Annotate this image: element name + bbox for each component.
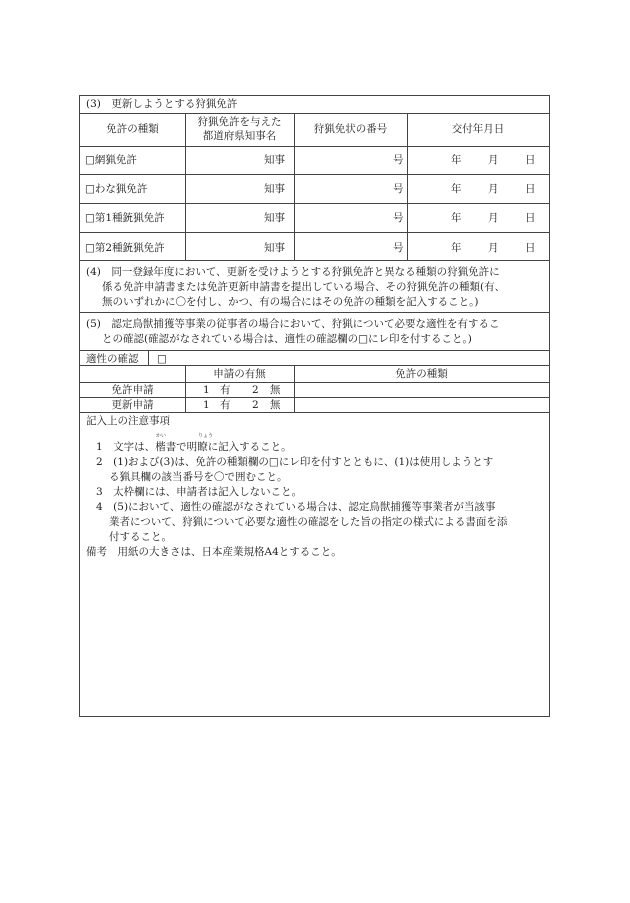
- license-type-gun2: □第2種銃猟免許: [85, 242, 165, 254]
- section4-line3: 無のいずれかに〇を付し、かつ、有の場合にはその免許の種類を記入すること。): [102, 296, 479, 308]
- divider: [80, 203, 549, 204]
- note-1-part: 書で明: [165, 441, 198, 453]
- month-suffix: 月: [488, 212, 499, 224]
- no-option[interactable]: 無: [270, 399, 281, 411]
- license-type-gun1: □第1種銃猟免許: [85, 212, 165, 224]
- ruby-kai: かい: [156, 433, 167, 439]
- governor-suffix: 知事: [264, 212, 285, 224]
- year-suffix: 年: [451, 212, 462, 224]
- no-number: 2: [252, 384, 259, 396]
- section4-line1: (4) 同一登録年度において、更新を受けようとする狩猟免許と異なる種類の狩猟免許に: [86, 266, 500, 278]
- month-suffix: 月: [488, 154, 499, 166]
- header-license-kind: 免許の種類: [395, 368, 448, 380]
- note-1-part: 1 文字は、: [96, 441, 156, 453]
- number-suffix: 号: [393, 242, 404, 254]
- header-license-type: 免許の種類: [106, 123, 159, 135]
- note-1-kanji-ryo: 瞭: [197, 441, 208, 453]
- application-form-frame: [79, 95, 550, 717]
- license-type-net: □網猟免許: [85, 154, 137, 166]
- note-2-line2: る猟具欄の該当番号を〇で囲むこと。: [109, 471, 288, 483]
- header-application-presence: 申請の有無: [213, 368, 266, 380]
- section3-title: (3) 更新しようとする狩猟免許: [86, 98, 238, 110]
- remarks: 備考 用紙の大きさは、日本産業規格A4とすること。: [86, 546, 342, 558]
- note-4-line2: 業者について、狩猟について必要な適性の確認をした旨の指定の様式による書面を添: [109, 516, 508, 528]
- divider: [80, 312, 549, 313]
- day-suffix: 日: [525, 212, 536, 224]
- day-suffix: 日: [525, 154, 536, 166]
- governor-suffix: 知事: [264, 242, 285, 254]
- yes-option[interactable]: 有: [220, 384, 231, 396]
- month-suffix: 月: [488, 183, 499, 195]
- yes-number: 1: [203, 399, 210, 411]
- header-certificate-number: 狩猟免状の番号: [313, 123, 388, 135]
- divider: [80, 174, 549, 175]
- section5-line1: (5) 認定鳥獣捕獲等事業の従事者の場合において、狩猟について必要な適性を有するこ: [86, 318, 500, 330]
- no-option[interactable]: 無: [270, 384, 281, 396]
- divider: [80, 350, 549, 351]
- ruby-ryo: りょう: [198, 433, 214, 439]
- note-1-kanji-kai: 楷: [155, 441, 166, 453]
- number-suffix: 号: [393, 154, 404, 166]
- divider: [148, 350, 149, 365]
- header-governor-line1: 狩猟免許を与えた: [197, 116, 282, 128]
- notes-title: 記入上の注意事項: [86, 415, 170, 427]
- divider: [80, 260, 549, 261]
- note-3: 3 太枠欄には、申請者は記入しないこと。: [96, 486, 303, 498]
- divider: [80, 365, 549, 366]
- year-suffix: 年: [451, 242, 462, 254]
- row-renewal-application: 更新申請: [111, 399, 154, 411]
- note-1: [96, 440, 292, 454]
- license-type-trap: □わな猟免許: [85, 183, 148, 195]
- divider: [80, 232, 549, 233]
- section4-line2: 係る免許申請書または免許更新申請書を提出している場合、その狩猟免許の種類(有、: [102, 281, 506, 293]
- header-governor-line2: 都道府県知事名: [202, 130, 277, 142]
- year-suffix: 年: [451, 154, 462, 166]
- note-1-part: に記入すること。: [207, 441, 292, 453]
- governor-suffix: 知事: [264, 183, 285, 195]
- day-suffix: 日: [525, 183, 536, 195]
- month-suffix: 月: [488, 242, 499, 254]
- note-2-line1: 2 (1)および(3)は、免許の種類欄の□にレ印を付すとともに、(1)は使用しようとす: [96, 456, 494, 468]
- no-number: 2: [252, 399, 259, 411]
- header-issue-date: 交付年月日: [451, 123, 505, 135]
- yes-number: 1: [203, 384, 210, 396]
- note-4-line1: 4 (5)において、適性の確認がなされている場合は、認定鳥獣捕獲等事業者が当該事: [96, 501, 496, 513]
- aptitude-label: 適性の確認: [86, 353, 139, 365]
- section5-line2: との確認(確認がなされている場合は、適性の確認欄の□にレ印を付すること。): [102, 333, 472, 345]
- aptitude-checkbox[interactable]: □: [157, 353, 167, 365]
- note-4-line3: 付すること。: [109, 531, 172, 543]
- day-suffix: 日: [525, 242, 536, 254]
- governor-suffix: 知事: [264, 154, 285, 166]
- divider: [80, 412, 549, 413]
- row-license-application: 免許申請: [111, 384, 154, 396]
- divider: [80, 146, 549, 147]
- yes-option[interactable]: 有: [220, 399, 231, 411]
- divider: [80, 113, 549, 114]
- year-suffix: 年: [451, 183, 462, 195]
- number-suffix: 号: [393, 212, 404, 224]
- number-suffix: 号: [393, 183, 404, 195]
